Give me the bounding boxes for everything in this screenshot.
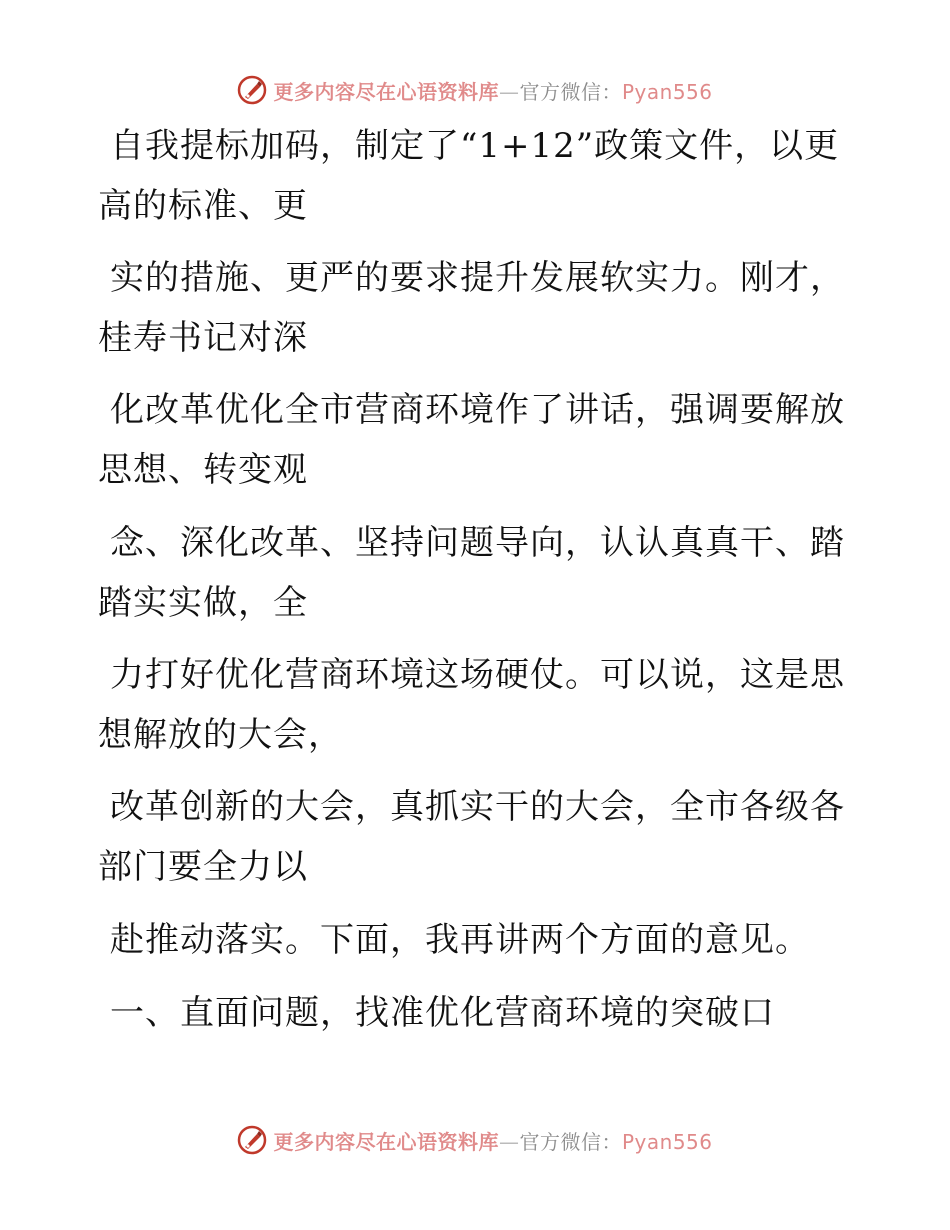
- footer-wechat-id: Pyan556: [621, 1129, 713, 1154]
- body-line-4: 桂寿书记对深: [98, 318, 308, 358]
- body-line-13: 赴推动落实。下面，我再讲两个方面的意见。: [110, 920, 810, 960]
- body-line-10: 想解放的大会，: [98, 715, 343, 755]
- footer-dash: —: [498, 1129, 520, 1154]
- header-dash: —: [498, 79, 520, 104]
- body-line-1: 自我提标加码，制定了“1+12”政策文件，以更: [110, 126, 840, 166]
- body-line-3: 实的措施、更严的要求提升发展软实力。刚才，: [110, 258, 845, 298]
- pen-logo-icon: [237, 75, 267, 105]
- header-site-name: 更多内容尽在心语资料库: [273, 79, 499, 104]
- footer-site-name: 更多内容尽在心语资料库: [273, 1129, 499, 1154]
- header-wechat-label: 官方微信：: [519, 79, 622, 104]
- header-text: [273, 76, 712, 105]
- body-line-9: 力打好优化营商环境这场硬仗。可以说，这是思: [110, 655, 845, 695]
- body-line-12: 部门要全力以: [98, 847, 308, 887]
- footer-banner: [0, 1120, 950, 1160]
- body-line-2: 高的标准、更: [98, 186, 308, 226]
- section-heading: 一、直面问题，找准优化营商环境的突破口: [110, 993, 775, 1033]
- body-line-8: 踏实实做，全: [98, 583, 308, 623]
- header-banner: [0, 70, 950, 110]
- body-line-7: 念、深化改革、坚持问题导向，认认真真干、踏: [110, 523, 845, 563]
- footer-wechat-label: 官方微信：: [519, 1129, 622, 1154]
- body-line-11: 改革创新的大会，真抓实干的大会，全市各级各: [110, 787, 845, 827]
- body-line-5: 化改革优化全市营商环境作了讲话，强调要解放: [110, 390, 845, 430]
- pen-logo-icon: [237, 1125, 267, 1155]
- body-line-6: 思想、转变观: [98, 450, 308, 490]
- footer-text: [273, 1126, 712, 1155]
- header-wechat-id: Pyan556: [621, 79, 713, 104]
